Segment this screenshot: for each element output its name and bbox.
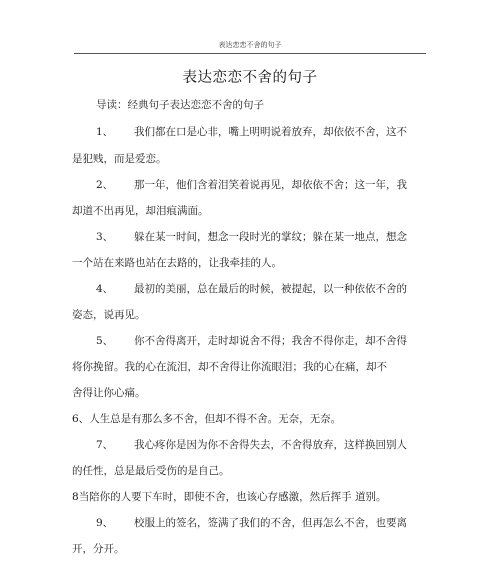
item-7-continuation: 的任性，总是最后受伤的是自己。 — [72, 465, 230, 477]
item-5-number: 5、 — [96, 335, 114, 347]
item-6-number: 6、 — [72, 413, 90, 425]
item-3-continuation: 一个站在来路也站在去路的，让我牵挂的人。 — [72, 257, 282, 269]
item-7-number: 7、 — [96, 439, 114, 451]
item-1-number: 1、 — [96, 126, 114, 138]
item-3-number: 3、 — [96, 231, 114, 243]
item-1-text: 我们都在口是心非，嘴上明明说着放弃，却依依不舍，这不 — [134, 126, 407, 138]
item-2-first-line — [96, 177, 407, 192]
item-4-continuation: 姿态，说再见。 — [72, 309, 146, 321]
item-5-continuation: 舍得让你心痛。 — [72, 387, 146, 399]
item-8-line — [72, 489, 387, 504]
item-7-first-line — [96, 437, 407, 452]
item-7-text: 我心疼你是因为你不舍得失去，不舍得放弃，这样换回别人 — [134, 439, 407, 451]
item-4-text: 最初的美丽，总在最后的时候，被提起，以一种依依不舍的 — [134, 283, 407, 295]
document-title: 表达恋恋不舍的句子 — [182, 70, 318, 86]
item-3-text: 躲在某一时间，想念一段时光的掌纹；躲在某一地点，想念 — [134, 231, 407, 243]
item-6-line — [72, 411, 341, 426]
item-9-continuation: 开，分开。 — [72, 543, 125, 555]
item-3-first-line — [96, 229, 407, 244]
item-2-number: 2、 — [96, 179, 114, 191]
running-header: 表达恋恋不舍的句子 — [218, 41, 282, 49]
item-4-first-line — [96, 281, 407, 296]
item-6-text: 人生总是有那么多不舍，但却不得不舍。无奈，无奈。 — [89, 413, 342, 425]
item-1-continuation: 是犯贱，而是爱恋。 — [72, 153, 167, 165]
item-5-text: 你不舍得离开，走时却说舍不得；我舍不得你走，却不舍得 — [134, 335, 407, 347]
item-9-number: 9、 — [96, 517, 114, 529]
item-1-first-line — [96, 124, 407, 139]
item-4-number: 4、 — [96, 283, 114, 295]
item-9-first-line — [96, 515, 407, 530]
item-9-text: 校服上的签名，签满了我们的不舍，但再怎么不舍，也要离 — [134, 517, 407, 529]
item-8-number: 8 — [72, 491, 79, 503]
intro-line: 导读：经典句子表达恋恋不舍的句子 — [96, 99, 264, 111]
item-8-text: 当陪你的人要下车时，即使不舍，也该心存感激，然后挥手 道别。 — [78, 491, 387, 503]
header-divider — [74, 53, 426, 54]
item-5-continuation: 将你挽留。我的心在流泪，却不舍得让你流眼泪；我的心在痛，却不 — [72, 361, 387, 373]
item-2-continuation: 却道不出再见，却泪痕满面。 — [72, 205, 209, 217]
item-2-text: 那一年，他们含着泪笑着说再见，却依依不舍；这一年，我 — [134, 179, 407, 191]
item-5-first-line — [96, 333, 407, 348]
